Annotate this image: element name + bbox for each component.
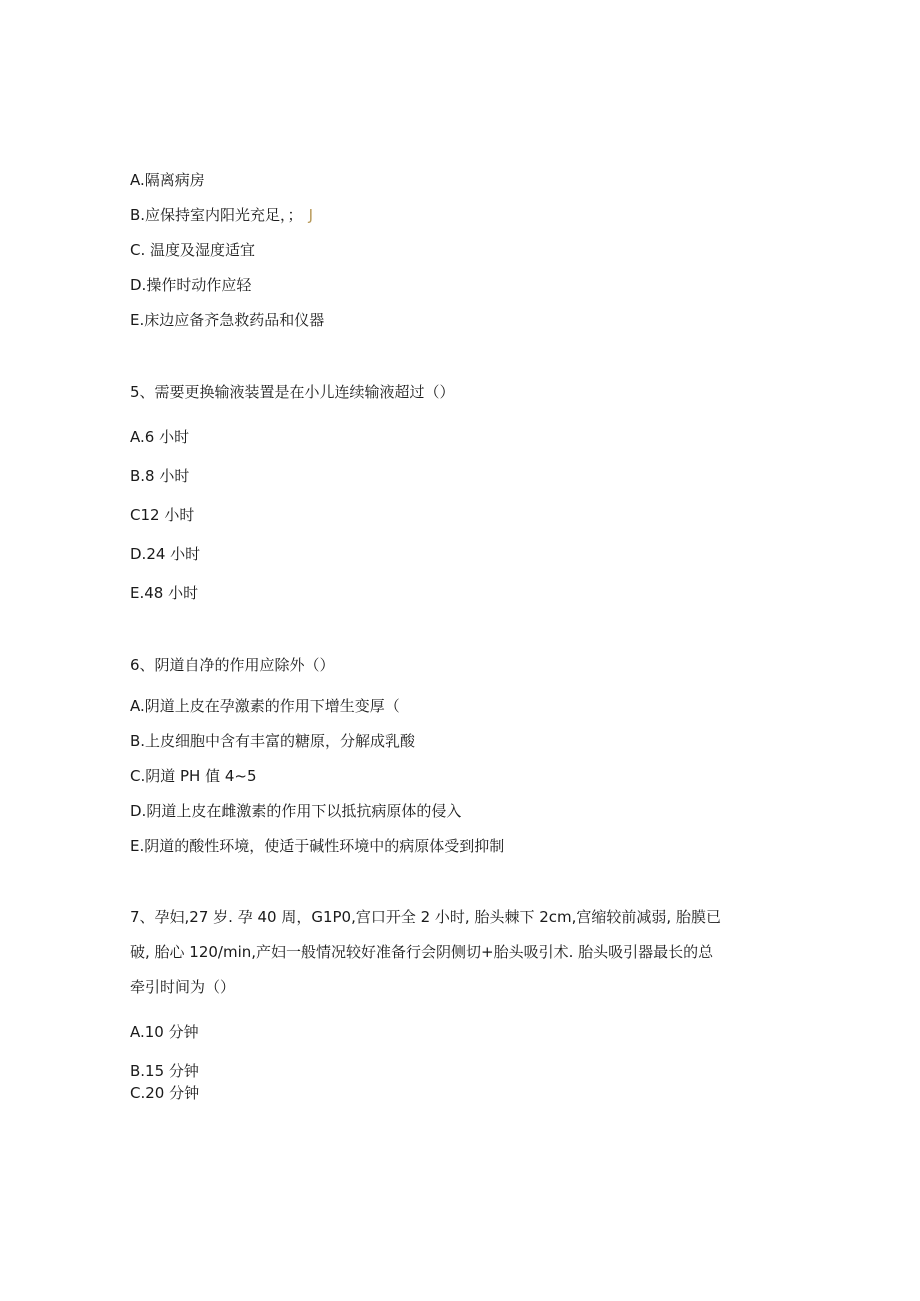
q7-stem-line-1: 7、孕妇,27 岁. 孕 40 周，G1P0,宫口开全 2 小时, 胎头棘下 2cm,宫缩较前减弱, 胎膜已 [130, 908, 721, 926]
q7-stem-line-2: 破, 胎心 120/min,产妇一般情况较好准备行会阴侧切+胎头吸引术. 胎头吸引器最长的总 [130, 943, 714, 961]
q5-option-a: A.6 小时 [130, 428, 190, 446]
q4-option-b-mark: J [308, 206, 313, 224]
q4-option-c: C. 温度及湿度适宜 [130, 241, 256, 259]
q6-option-e: E.阴道的酸性环境，使适于碱性环境中的病原体受到抑制 [130, 837, 505, 855]
q6-stem: 6、阴道自净的作用应除外（） [130, 656, 335, 674]
q4-option-b-text: B.应保持室内阳光充足，； [130, 206, 303, 224]
q6-option-d: D.阴道上皮在雌激素的作用下以抵抗病原体的侵入 [130, 802, 462, 820]
q4-option-b [130, 205, 313, 225]
q4-option-a: A.隔离病房 [130, 171, 205, 189]
q7-option-b: B.15 分钟 [130, 1062, 199, 1080]
q5-stem: 5、需要更换输液装置是在小儿连续输液超过（） [130, 383, 455, 401]
q4-option-d: D.操作时动作应轻 [130, 276, 252, 294]
q4-option-e: E.床边应备齐急救药品和仪器 [130, 311, 325, 329]
q6-option-a: A.阴道上皮在孕激素的作用下增生变厚（ [130, 697, 400, 715]
q5-option-d: D.24 小时 [130, 545, 201, 563]
q6-option-c: C.阴道 PH 值 4~5 [130, 767, 257, 785]
q5-option-b: B.8 小时 [130, 467, 190, 485]
q5-option-e: E.48 小时 [130, 584, 199, 602]
q7-stem-line-3: 牵引时间为（） [130, 978, 236, 996]
q6-option-b: B.上皮细胞中含有丰富的糖原，分解成乳酸 [130, 732, 416, 750]
q7-option-a: A.10 分钟 [130, 1023, 199, 1041]
q7-option-c: C.20 分钟 [130, 1084, 200, 1102]
q5-option-c: C12 小时 [130, 506, 195, 524]
